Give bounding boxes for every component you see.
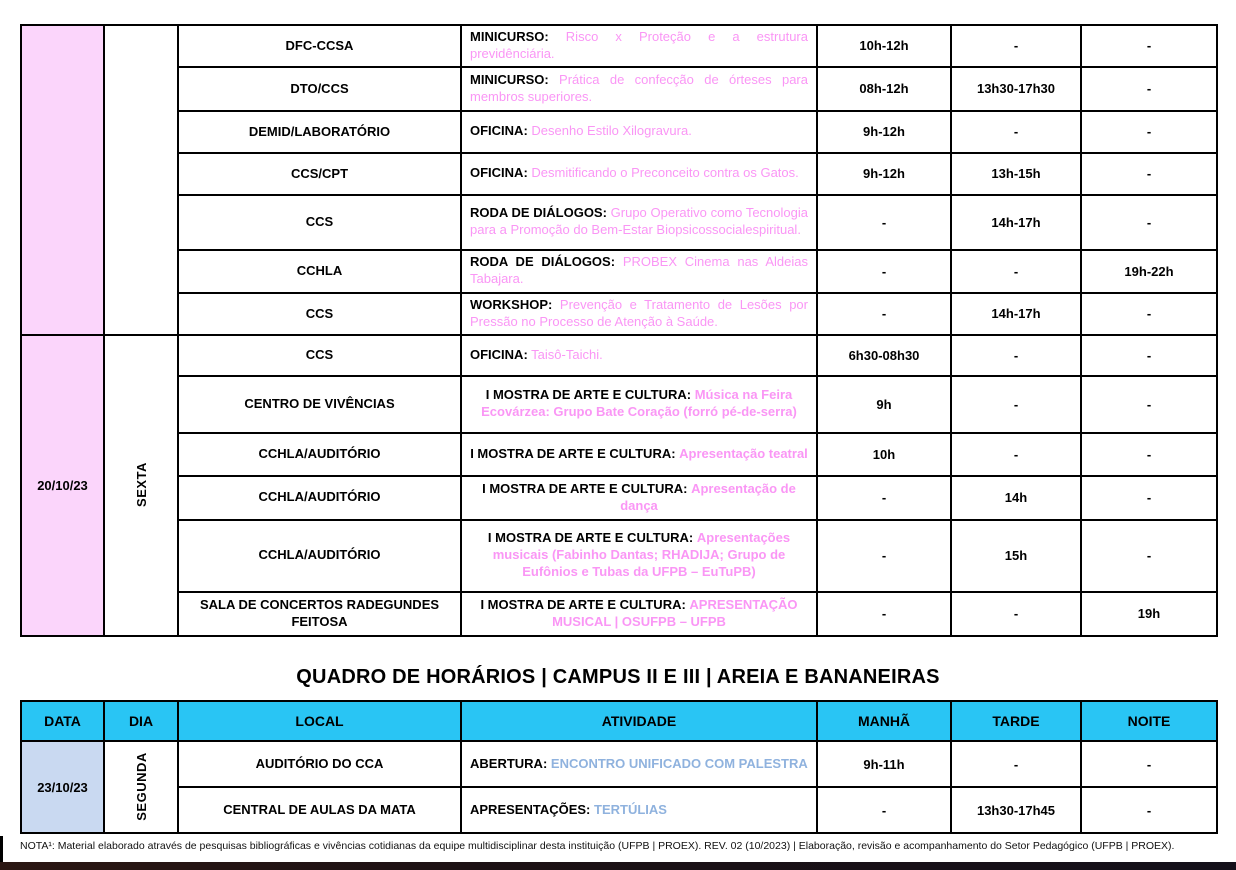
activity-cell xyxy=(461,153,817,195)
local-cell: DEMID/LABORATÓRIO xyxy=(178,111,461,153)
day-cell xyxy=(104,335,178,636)
afternoon-cell: 14h-17h xyxy=(951,195,1081,250)
afternoon-cell: - xyxy=(951,592,1081,636)
night-cell: - xyxy=(1081,376,1217,433)
local-cell: AUDITÓRIO DO CCA xyxy=(178,741,461,787)
table-row xyxy=(21,111,1217,153)
activity-cell xyxy=(461,376,817,433)
morning-cell: 10h xyxy=(817,433,951,476)
local-cell: CENTRO DE VIVÊNCIAS xyxy=(178,376,461,433)
header-row xyxy=(21,701,1217,741)
local-cell: CCS xyxy=(178,335,461,376)
activity-description: Taisô-Taichi. xyxy=(531,346,603,362)
activity-type-label: RODA DE DIÁLOGOS: xyxy=(470,254,616,270)
afternoon-cell: - xyxy=(951,376,1081,433)
table-row xyxy=(21,335,1217,376)
activity-type-label: OFICINA: xyxy=(470,123,528,139)
activity-description: Desmitificando o Preconceito contra os Gatos. xyxy=(531,165,799,181)
activity-type-label: OFICINA: xyxy=(470,165,528,181)
night-cell: - xyxy=(1081,111,1217,153)
day-label: SEGUNDA xyxy=(133,752,149,821)
morning-cell: - xyxy=(817,195,951,250)
local-cell: CCS xyxy=(178,293,461,335)
activity-cell xyxy=(461,293,817,335)
afternoon-cell: 13h30-17h30 xyxy=(951,67,1081,111)
morning-cell: - xyxy=(817,787,951,833)
table-row xyxy=(21,376,1217,433)
night-cell: - xyxy=(1081,476,1217,520)
activity-type-label: WORKSHOP: xyxy=(470,296,553,312)
activity-type-label: I MOSTRA DE ARTE E CULTURA: xyxy=(470,445,676,461)
local-cell: CCS xyxy=(178,195,461,250)
local-cell: CCS/CPT xyxy=(178,153,461,195)
column-header-tarde: TARDE xyxy=(951,701,1081,741)
section-title: QUADRO DE HORÁRIOS | CAMPUS II E III | AREIA E BANANEIRAS xyxy=(296,666,940,688)
activity-description: Grupo Operativo como Tecnologia para a Promoção do Bem-Estar Biopsicossocialespiritual. xyxy=(470,205,808,238)
activity-description: Apresentação teatral xyxy=(679,445,808,461)
table-row xyxy=(21,433,1217,476)
column-header-local: LOCAL xyxy=(178,701,461,741)
activity-cell xyxy=(461,195,817,250)
activity-cell xyxy=(461,25,817,67)
morning-cell: 9h-12h xyxy=(817,111,951,153)
activity-type-label: I MOSTRA DE ARTE E CULTURA: xyxy=(485,387,692,403)
activity-cell xyxy=(461,111,817,153)
activity-description: Música na Feira Ecovárzea: Grupo Bate Coração (forró pé-de-serra) xyxy=(481,387,797,420)
night-cell: - xyxy=(1081,153,1217,195)
column-header-data: DATA xyxy=(21,701,104,741)
table-row xyxy=(21,592,1217,636)
activity-cell xyxy=(461,741,817,787)
table-row xyxy=(21,250,1217,293)
table-row xyxy=(21,25,1217,67)
activity-description: APRESENTAÇÃO MUSICAL | OSUFPB – UFPB xyxy=(552,596,798,629)
day-cell xyxy=(104,741,178,833)
activity-cell xyxy=(461,433,817,476)
local-cell: CENTRAL DE AULAS DA MATA xyxy=(178,787,461,833)
morning-cell: 9h xyxy=(817,376,951,433)
afternoon-cell: 15h xyxy=(951,520,1081,592)
local-cell: SALA DE CONCERTOS RADEGUNDES FEITOSA xyxy=(178,592,461,636)
page-bottom-edge xyxy=(0,862,1236,870)
local-cell: CCHLA/AUDITÓRIO xyxy=(178,433,461,476)
activity-cell xyxy=(461,335,817,376)
afternoon-cell: 13h-15h xyxy=(951,153,1081,195)
activity-cell xyxy=(461,250,817,293)
day-label: SEXTA xyxy=(133,462,149,508)
local-cell: CCHLA/AUDITÓRIO xyxy=(178,476,461,520)
morning-cell: 9h-12h xyxy=(817,153,951,195)
schedule-table-campus-2-3 xyxy=(20,700,1218,834)
date-cell: 23/10/23 xyxy=(21,741,104,833)
afternoon-cell: 13h30-17h45 xyxy=(951,787,1081,833)
morning-cell: - xyxy=(817,520,951,592)
page-left-edge xyxy=(0,836,3,864)
activity-description: Desenho Estilo Xilogravura. xyxy=(531,123,692,139)
morning-cell: - xyxy=(817,476,951,520)
table-row xyxy=(21,741,1217,787)
activity-type-label: APRESENTAÇÕES: xyxy=(470,801,591,817)
table-row xyxy=(21,67,1217,111)
activity-description: Prevenção e Tratamento de Lesões por Pressão no Processo de Atenção à Saúde. xyxy=(470,296,808,329)
morning-cell: - xyxy=(817,250,951,293)
night-cell: - xyxy=(1081,293,1217,335)
table-row xyxy=(21,520,1217,592)
night-cell: 19h xyxy=(1081,592,1217,636)
morning-cell: - xyxy=(817,293,951,335)
activity-description: PROBEX Cinema nas Aldeias Tabajara. xyxy=(470,254,808,287)
afternoon-cell: - xyxy=(951,111,1081,153)
activity-cell xyxy=(461,476,817,520)
night-cell: - xyxy=(1081,195,1217,250)
activity-cell xyxy=(461,67,817,111)
column-header-noite: NOITE xyxy=(1081,701,1217,741)
afternoon-cell: 14h xyxy=(951,476,1081,520)
activity-description: Risco x Proteção e a estrutura previdênciária. xyxy=(470,29,808,61)
activity-description: ENCONTRO UNIFICADO COM PALESTRA xyxy=(550,755,808,771)
afternoon-cell: - xyxy=(951,433,1081,476)
activity-type-label: ABERTURA: xyxy=(470,755,548,771)
date-cell: 20/10/23 xyxy=(21,335,104,636)
night-cell: - xyxy=(1081,787,1217,833)
schedule-table-campus-1 xyxy=(20,24,1218,637)
table-row xyxy=(21,153,1217,195)
local-cell: CCHLA/AUDITÓRIO xyxy=(178,520,461,592)
afternoon-cell: - xyxy=(951,741,1081,787)
night-cell: - xyxy=(1081,741,1217,787)
activity-type-label: I MOSTRA DE ARTE E CULTURA: xyxy=(482,480,688,496)
morning-cell: 9h-11h xyxy=(817,741,951,787)
activity-description: TERTÚLIAS xyxy=(594,801,667,817)
local-cell: DFC-CCSA xyxy=(178,25,461,67)
column-header-manha: MANHÃ xyxy=(817,701,951,741)
night-cell: - xyxy=(1081,335,1217,376)
date-cell xyxy=(21,25,104,335)
footnote: NOTA¹: Material elaborado através de pesquisas bibliográficas e vivências cotidianas da equipe multidisciplinar desta instituição (UFPB | PROEX). REV. 02 (10/2023) | Elaboração, revisão e acompanhamento do Setor Pedagógico (UFPB | PROEX). xyxy=(20,840,1175,852)
morning-cell: 08h-12h xyxy=(817,67,951,111)
activity-description: Apresentações musicais (Fabinho Dantas; RHADIJA; Grupo de Eufônios e Tubas da UFPB – EuTuPB) xyxy=(492,530,791,579)
column-header-atividade: ATIVIDADE xyxy=(461,701,817,741)
afternoon-cell: - xyxy=(951,250,1081,293)
night-cell: - xyxy=(1081,520,1217,592)
table-row xyxy=(21,293,1217,335)
morning-cell: 6h30-08h30 xyxy=(817,335,951,376)
activity-description: Prática de confecção de órteses para membros superiores. xyxy=(470,71,808,104)
morning-cell: 10h-12h xyxy=(817,25,951,67)
column-header-dia: DIA xyxy=(104,701,178,741)
activity-description: Apresentação de dança xyxy=(620,480,796,513)
table-row xyxy=(21,195,1217,250)
activity-type-label: RODA DE DIÁLOGOS: xyxy=(470,205,607,221)
morning-cell: - xyxy=(817,592,951,636)
activity-type-label: I MOSTRA DE ARTE E CULTURA: xyxy=(480,596,686,612)
afternoon-cell: - xyxy=(951,335,1081,376)
activity-type-label: MINICURSO: xyxy=(470,71,549,87)
afternoon-cell: 14h-17h xyxy=(951,293,1081,335)
day-cell xyxy=(104,25,178,335)
local-cell: CCHLA xyxy=(178,250,461,293)
night-cell: - xyxy=(1081,433,1217,476)
activity-type-label: I MOSTRA DE ARTE E CULTURA: xyxy=(487,530,694,546)
activity-type-label: OFICINA: xyxy=(470,346,528,362)
night-cell: 19h-22h xyxy=(1081,250,1217,293)
night-cell: - xyxy=(1081,67,1217,111)
activity-cell xyxy=(461,592,817,636)
table-row xyxy=(21,476,1217,520)
activity-cell xyxy=(461,520,817,592)
afternoon-cell: - xyxy=(951,25,1081,67)
activity-cell xyxy=(461,787,817,833)
table-row xyxy=(21,787,1217,833)
activity-type-label: MINICURSO: xyxy=(470,29,549,44)
local-cell: DTO/CCS xyxy=(178,67,461,111)
night-cell: - xyxy=(1081,25,1217,67)
